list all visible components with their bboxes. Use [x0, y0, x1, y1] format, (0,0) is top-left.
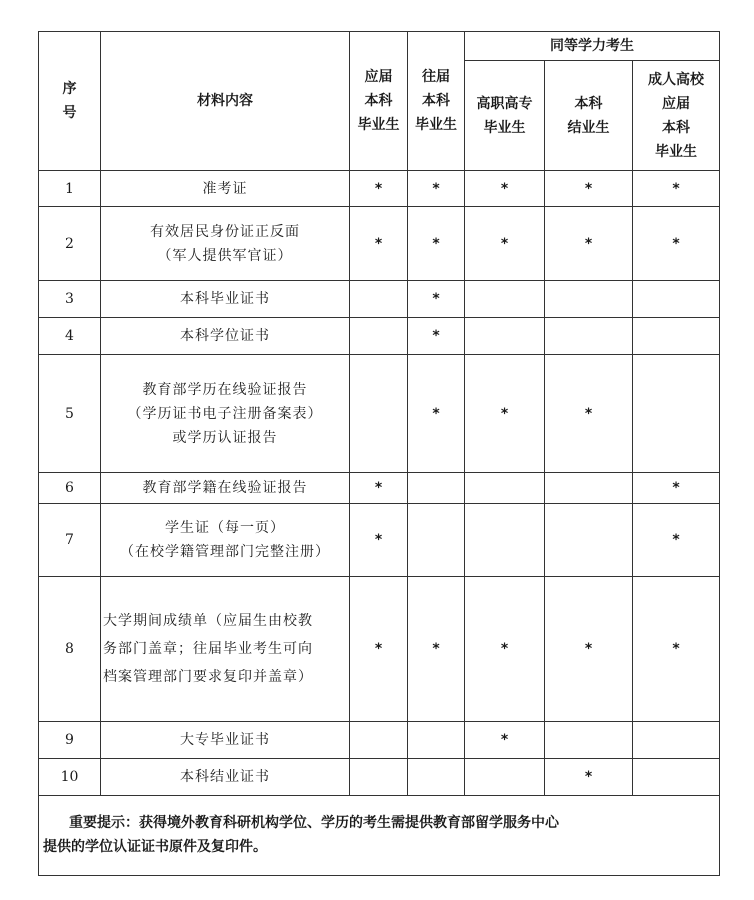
mark-current: [350, 722, 408, 759]
mark-adult: *: [633, 577, 720, 722]
header-index: 序 号: [39, 32, 101, 171]
table-row: [39, 355, 720, 473]
row-material: 本科毕业证书: [101, 281, 350, 318]
row-index: 1: [39, 171, 101, 207]
note-label: 重要提示：: [69, 814, 139, 831]
mark-past: [408, 473, 465, 504]
row-index: 6: [39, 473, 101, 504]
table-row: [39, 759, 720, 796]
mark-past: *: [408, 171, 465, 207]
requirements-body: [39, 171, 720, 876]
row-index: 5: [39, 355, 101, 473]
mark-adult: [633, 318, 720, 355]
table-row: [39, 722, 720, 759]
note-row: [39, 796, 720, 876]
row-material: 准考证: [101, 171, 350, 207]
row-material: 教育部学历在线验证报告 （学历证书电子注册备案表） 或学历认证报告: [101, 355, 350, 473]
row-index: 7: [39, 504, 101, 577]
mark-adult: *: [633, 473, 720, 504]
mark-adult: [633, 355, 720, 473]
mark-adult: *: [633, 504, 720, 577]
mark-vocational: *: [465, 722, 545, 759]
mark-current: *: [350, 171, 408, 207]
table-row: [39, 171, 720, 207]
mark-current: *: [350, 577, 408, 722]
mark-current: *: [350, 504, 408, 577]
row-index: 3: [39, 281, 101, 318]
mark-bachelor-completion: [545, 473, 633, 504]
mark-past: [408, 504, 465, 577]
note-text-line2: 提供的学位认证证书原件及复印件。: [43, 838, 267, 855]
mark-bachelor-completion: [545, 504, 633, 577]
mark-vocational: *: [465, 207, 545, 281]
header-past-graduate: 往届 本科 毕业生: [408, 32, 465, 171]
important-note: [39, 796, 720, 876]
table-row: [39, 318, 720, 355]
mark-bachelor-completion: [545, 318, 633, 355]
mark-adult: *: [633, 207, 720, 281]
mark-past: [408, 722, 465, 759]
mark-bachelor-completion: [545, 281, 633, 318]
mark-bachelor-completion: *: [545, 355, 633, 473]
mark-bachelor-completion: *: [545, 171, 633, 207]
row-material: 本科结业证书: [101, 759, 350, 796]
row-material: 本科学位证书: [101, 318, 350, 355]
mark-current: [350, 318, 408, 355]
mark-past: *: [408, 281, 465, 318]
requirements-table: [38, 31, 720, 876]
mark-bachelor-completion: *: [545, 759, 633, 796]
mark-adult: [633, 722, 720, 759]
mark-vocational: *: [465, 355, 545, 473]
mark-past: *: [408, 318, 465, 355]
mark-vocational: [465, 281, 545, 318]
row-index: 2: [39, 207, 101, 281]
mark-current: [350, 759, 408, 796]
header-equivalent-group: 同等学力考生: [465, 32, 720, 61]
mark-vocational: [465, 759, 545, 796]
row-index: 4: [39, 318, 101, 355]
header-vocational-graduate: 高职高专 毕业生: [465, 61, 545, 171]
mark-bachelor-completion: *: [545, 577, 633, 722]
row-material: 大专毕业证书: [101, 722, 350, 759]
mark-past: *: [408, 355, 465, 473]
mark-current: *: [350, 207, 408, 281]
header-current-graduate: 应届 本科 毕业生: [350, 32, 408, 171]
header-material: 材料内容: [101, 32, 350, 171]
mark-vocational: [465, 473, 545, 504]
table-row: [39, 473, 720, 504]
table-row: [39, 281, 720, 318]
row-material: 大学期间成绩单（应届生由校教 务部门盖章；往届毕业考生可向 档案管理部门要求复印并盖章）: [101, 577, 350, 722]
mark-adult: [633, 759, 720, 796]
mark-bachelor-completion: [545, 722, 633, 759]
mark-vocational: [465, 504, 545, 577]
table-row: [39, 207, 720, 281]
header-adult-college: 成人高校 应届 本科 毕业生: [633, 61, 720, 171]
row-material: 有效居民身份证正反面 （军人提供军官证）: [101, 207, 350, 281]
table-row: [39, 577, 720, 722]
row-index: 10: [39, 759, 101, 796]
mark-adult: *: [633, 171, 720, 207]
mark-current: [350, 355, 408, 473]
mark-vocational: *: [465, 171, 545, 207]
mark-past: [408, 759, 465, 796]
header-bachelor-completion: 本科 结业生: [545, 61, 633, 171]
table-row: [39, 504, 720, 577]
mark-bachelor-completion: *: [545, 207, 633, 281]
mark-past: *: [408, 207, 465, 281]
mark-vocational: *: [465, 577, 545, 722]
row-index: 8: [39, 577, 101, 722]
mark-vocational: [465, 318, 545, 355]
mark-adult: [633, 281, 720, 318]
row-material: 教育部学籍在线验证报告: [101, 473, 350, 504]
row-material: 学生证（每一页） （在校学籍管理部门完整注册）: [101, 504, 350, 577]
note-text-line1: 获得境外教育科研机构学位、学历的考生需提供教育部留学服务中心: [139, 814, 559, 831]
row-index: 9: [39, 722, 101, 759]
mark-current: [350, 281, 408, 318]
mark-current: *: [350, 473, 408, 504]
mark-past: *: [408, 577, 465, 722]
